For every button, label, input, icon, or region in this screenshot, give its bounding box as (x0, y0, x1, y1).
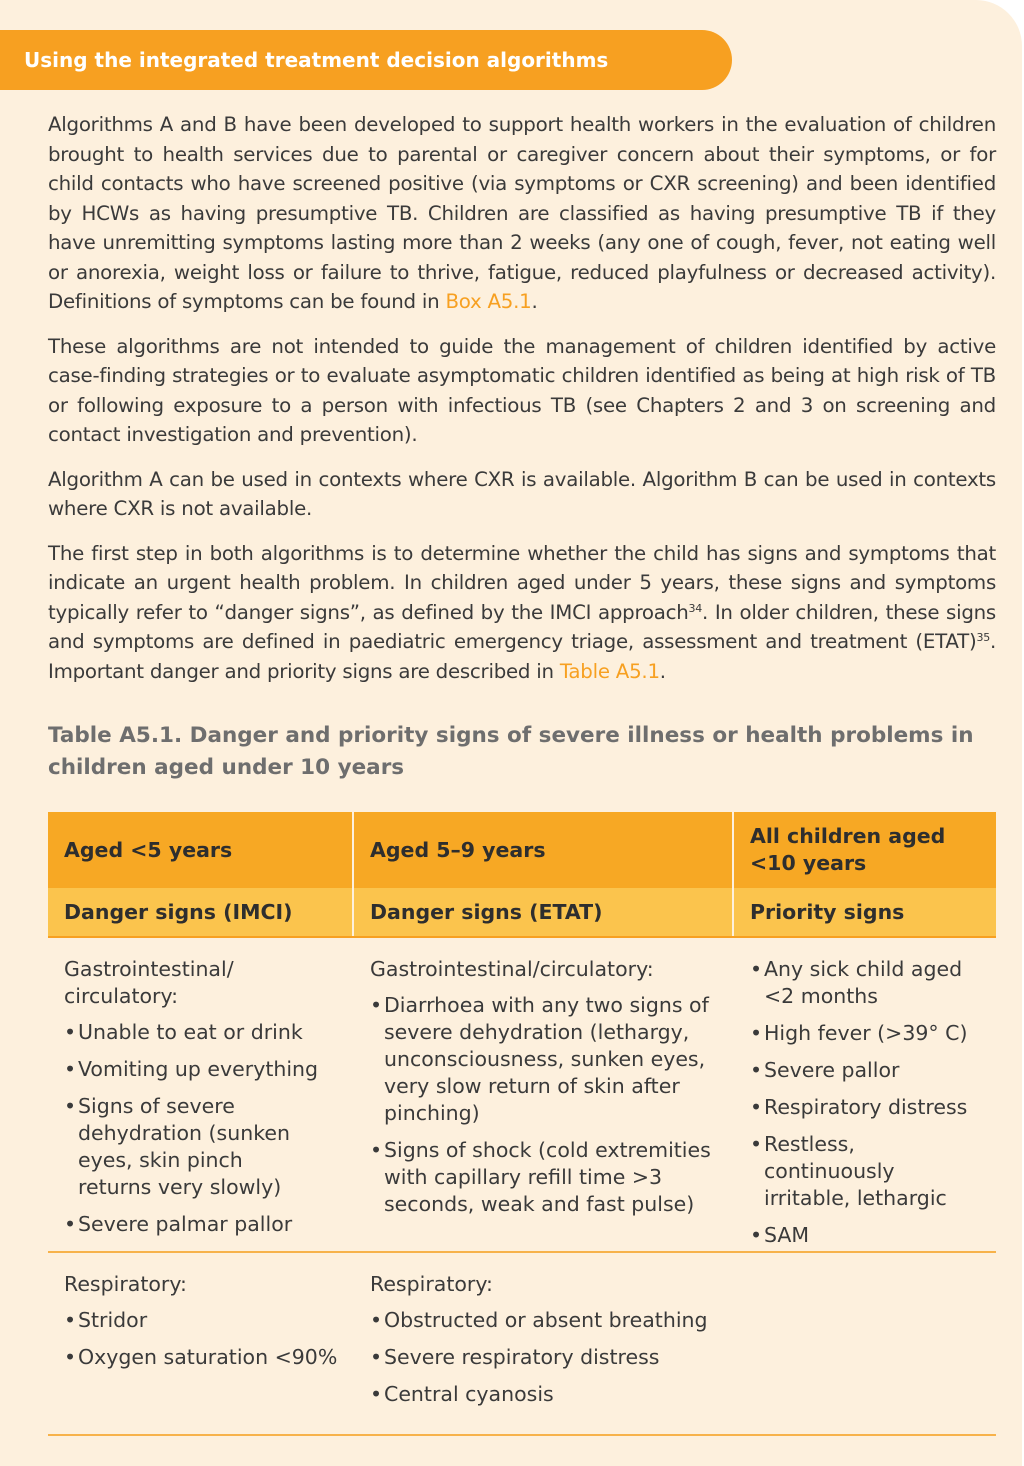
cell-imci-gi (48, 956, 354, 1251)
cell-empty (734, 1271, 996, 1434)
list-item: • Oxygen saturation <90% (64, 1344, 354, 1371)
list-item: • Severe palmar pallor (64, 1211, 354, 1238)
list-item: • Central cyanosis (370, 1381, 734, 1408)
footnote-ref-35: 35 (976, 631, 990, 644)
table-title: Table A5.1. Danger and priority signs of severe illness or health problems in children aged under 10 years (48, 723, 974, 780)
cell-label: Gastrointestinal/ circulatory: (64, 957, 234, 1008)
paragraph-2: These algorithms are not intended to guide the management of children identified by active case-finding strategies or to evaluate asymptomatic children identified as being at high risk of TB or following exposure to a person with infectious TB (see Chapters 2 and 3 on screening and contact investigation and prevention). (48, 334, 996, 446)
cell-label: Gastrointestinal/circulatory: (370, 957, 654, 981)
paragraph-3: Algorithm A can be used in contexts where CXR is available. Algorithm B can be used in contexts where CXR is not available. (48, 467, 996, 520)
table-a5-1-link[interactable]: Table A5.1 (559, 659, 660, 683)
list-item: • Diarrhoea with any two signs of severe dehydration (lethargy, unconsciousness, sunken eyes, very slow return of skin after pinching) (370, 992, 714, 1127)
footnote-ref-34: 34 (688, 601, 703, 615)
body-text (48, 110, 996, 701)
cell-etat-gi (354, 956, 734, 1251)
list-item: • Severe pallor (750, 1057, 996, 1084)
table-row-respiratory (48, 1253, 996, 1436)
box-a5-1-link[interactable]: Box A5.1 (445, 290, 532, 313)
header-all-children: All children aged <10 years (750, 824, 946, 875)
list-item: • Signs of shock (cold extremities with capillary refill time >3 seconds, weak and fast pulse) (370, 1137, 714, 1218)
list-item: • Restless, continuously irritable, lethargic (750, 1131, 954, 1212)
subheader-etat: Danger signs (ETAT) (354, 888, 734, 936)
cell-label: Respiratory: (370, 1272, 493, 1296)
header-age-5-9: Aged 5–9 years (354, 812, 734, 888)
list-item: • Severe respiratory distress (370, 1344, 734, 1371)
table-header-row (48, 812, 996, 888)
table-row-gastrointestinal (48, 938, 996, 1253)
table-subheader-row (48, 888, 996, 938)
cell-imci-respiratory (48, 1271, 354, 1434)
cell-etat-respiratory (354, 1271, 734, 1434)
paragraph-4: The first step in both algorithms is to determine whether the child has signs and symptoms that indicate an urgent health problem. In children aged under 5 years, these signs and symptoms typically refer to “danger signs”, as defined by the IMCI approach$^{34}$. In older children, these signs and symptoms are defined in paediatric emergency triage, assessment and treatment (ETAT)$^{35}$. Important danger and priority signs are described in Table A5.1. (48, 541, 996, 683)
header-age-under-5: Aged <5 years (48, 812, 354, 888)
paragraph-1: Algorithms A and B have been developed to support health workers in the evaluation of children brought to health services due to parental or caregiver concern about their symptoms, or for child contacts who have screened positive (via symptoms or CXR screening) and been identified by HCWs as having presumptive TB. Children are classified as having presumptive TB if they have unremitting symptoms lasting more than 2 weeks (any one of cough, fever, not eating well or anorexia, weight loss or failure to thrive, fatigue, reduced playfulness or decreased activity). Definitions of symptoms can be found in Box A5.1. (48, 113, 996, 313)
list-item: • SAM (750, 1222, 996, 1249)
cell-label: Respiratory: (64, 1272, 187, 1296)
list-item: • Signs of severe dehydration (sunken eyes, skin pinch returns very slowly) (64, 1093, 318, 1201)
list-item: • Stridor (64, 1307, 354, 1334)
section-banner (0, 30, 732, 90)
section-title: Using the integrated treatment decision algorithms (24, 48, 609, 72)
list-item: • Obstructed or absent breathing (370, 1307, 734, 1334)
list-item: • Respiratory distress (750, 1094, 996, 1121)
subheader-priority: Priority signs (750, 900, 905, 924)
list-item: • Any sick child aged <2 months (750, 956, 964, 1010)
subheader-imci: Danger signs (IMCI) (48, 888, 354, 936)
list-item: • Vomiting up everything (64, 1056, 354, 1083)
danger-signs-table (48, 812, 996, 1436)
list-item: • High fever (>39° C) (750, 1020, 996, 1047)
list-item: • Unable to eat or drink (64, 1019, 354, 1046)
cell-priority (734, 956, 996, 1251)
